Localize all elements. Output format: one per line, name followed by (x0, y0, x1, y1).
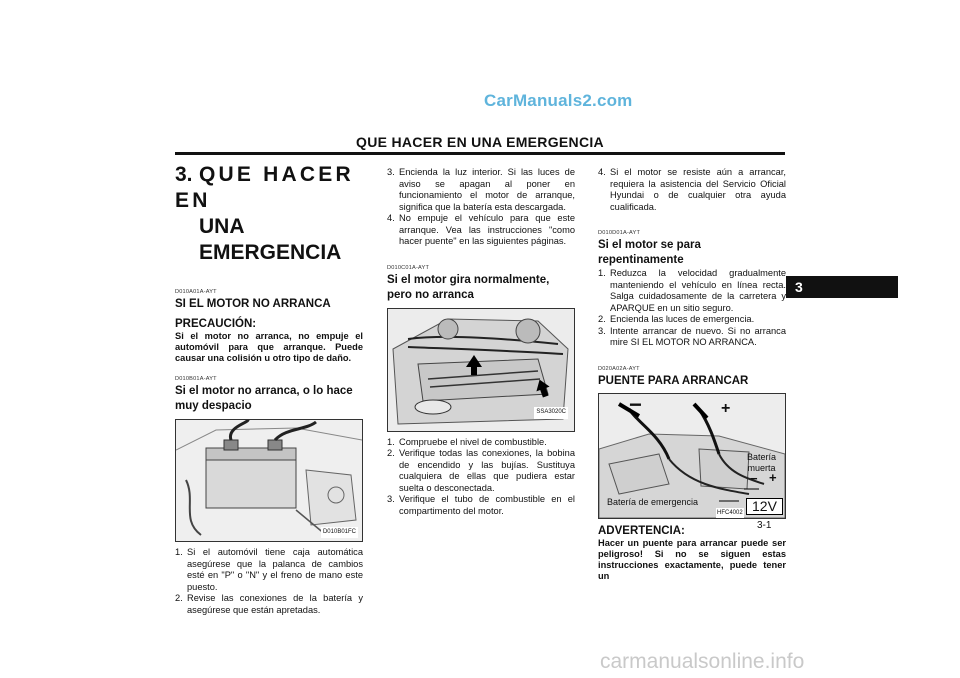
plus-sign-small: + (769, 469, 777, 485)
emergency-battery-label: Batería de emergencia (607, 496, 699, 507)
chapter-tab-number: 3 (795, 279, 803, 295)
watermark-carmanuals2: CarManuals2.com (484, 91, 633, 110)
list-item: 3. Encienda la luz interior. Si las luces de aviso se apagan al poner en funcionamiento el motor de arranque, significa que la batería esta descargada. (387, 167, 575, 212)
section-code: D010B01A-AYT (175, 376, 217, 382)
section-heading: PUENTE PARA ARRANCAR (598, 374, 749, 387)
section-heading: Si el motor no arranca, o lo hace muy despacio (175, 385, 353, 412)
list-item: 4. No empuje el vehículo para que este arranque. Vea las instrucciones "como hacer puente" en las siguientes páginas. (387, 213, 575, 246)
minus-sign-small: − (750, 470, 758, 486)
list-item: 2. Encienda las luces de emergencia. (598, 314, 755, 324)
steps-list (175, 547, 363, 616)
column-left (175, 162, 363, 616)
watermark-carmanualsonline: carmanualsonline.info (600, 650, 805, 673)
warning-text: Hacer un puente para arrancar puede ser peligroso! Si no se siguen estas instrucciones exactamente, puede tener un (598, 537, 786, 581)
plus-sign: + (721, 399, 731, 417)
minus-sign: − (629, 392, 642, 417)
list-item: 4. Si el motor se resiste aún a arrancar, requiera la asistencia del Servicio Oficial Hyundai o de cualquier otra ayuda cualificada. (598, 167, 786, 212)
list-item: 2. Verifique todas las conexiones, la bobina de encendido y las bujías. Sustituya cualquiera de ellas que pudiera estar suelta o desconectada. (387, 448, 575, 493)
section-heading: Si el motor se para repentinamente (598, 239, 701, 266)
chapter-title (175, 162, 363, 266)
chapter-number: 3. (175, 163, 193, 186)
list-item: 1. Reduzca la velocidad gradualmente manteniendo el vehículo en línea recta. Salga cuidadosamente de la carretera y APARQUE en un sitio seguro. (598, 268, 786, 313)
battery-figure (175, 419, 363, 542)
section-code: D010D01A-AYT (598, 230, 641, 236)
section-code: D020A02A-AYT (598, 365, 640, 372)
dead-battery-label: Batería muerta (747, 451, 777, 473)
voltage-label: 12V (746, 498, 783, 515)
caution-title: PRECAUCIÓN: (175, 318, 257, 330)
warning-title: ADVERTENCIA: (598, 524, 685, 537)
page-header-title: QUE HACER EN UNA EMERGENCIA (356, 134, 604, 150)
engine-figure (387, 308, 575, 432)
jump-start-figure (598, 393, 786, 519)
chapter-tab (786, 276, 898, 298)
list-item: 1. Compruebe el nivel de combustible. (387, 436, 547, 447)
steps-list (598, 268, 786, 349)
column-middle (387, 162, 575, 517)
section-heading: SI EL MOTOR NO ARRANCA (175, 298, 331, 310)
list-item: 3. Intente arrancar de nuevo. Si no arranca mire SI EL MOTOR NO ARRANCA. (598, 325, 786, 347)
steps-list (387, 437, 575, 518)
figure-label: D010B01FC (321, 527, 358, 539)
list-item: 2. Revise las conexiones de la batería y asegúrese que están apretadas. (175, 593, 363, 615)
chapter-title-line2: UNA EMERGENCIA (199, 215, 342, 264)
steps-list (387, 167, 575, 248)
section-code: D010C01A-AYT (387, 264, 430, 271)
section-heading: Si el motor gira normalmente, pero no arranca (387, 273, 550, 301)
column-right (598, 162, 786, 582)
list-item: 3. Verifique el tubo de combustible en el compartimento del motor. (387, 494, 575, 516)
steps-list (598, 167, 786, 213)
section-code: D010A01A-AYT (175, 289, 217, 295)
caution-text: Si el motor no arranca, no empuje el automóvil para que arranque. Puede causar una colisión u otro tipo de daño. (175, 331, 363, 363)
battery-illustration (176, 420, 362, 541)
header-rule (175, 152, 785, 155)
chapter-title-line1: QUE HACER EN (175, 163, 354, 212)
list-item: 1. Si el automóvil tiene caja automática asegúrese que la palanca de cambios esté en "P" o "N" y el freno de mano este puesto. (175, 547, 363, 592)
page-number: 3-1 (757, 520, 772, 531)
figure-label: SSA3020C (534, 407, 568, 419)
figure-code: HFC4002 (716, 508, 744, 519)
